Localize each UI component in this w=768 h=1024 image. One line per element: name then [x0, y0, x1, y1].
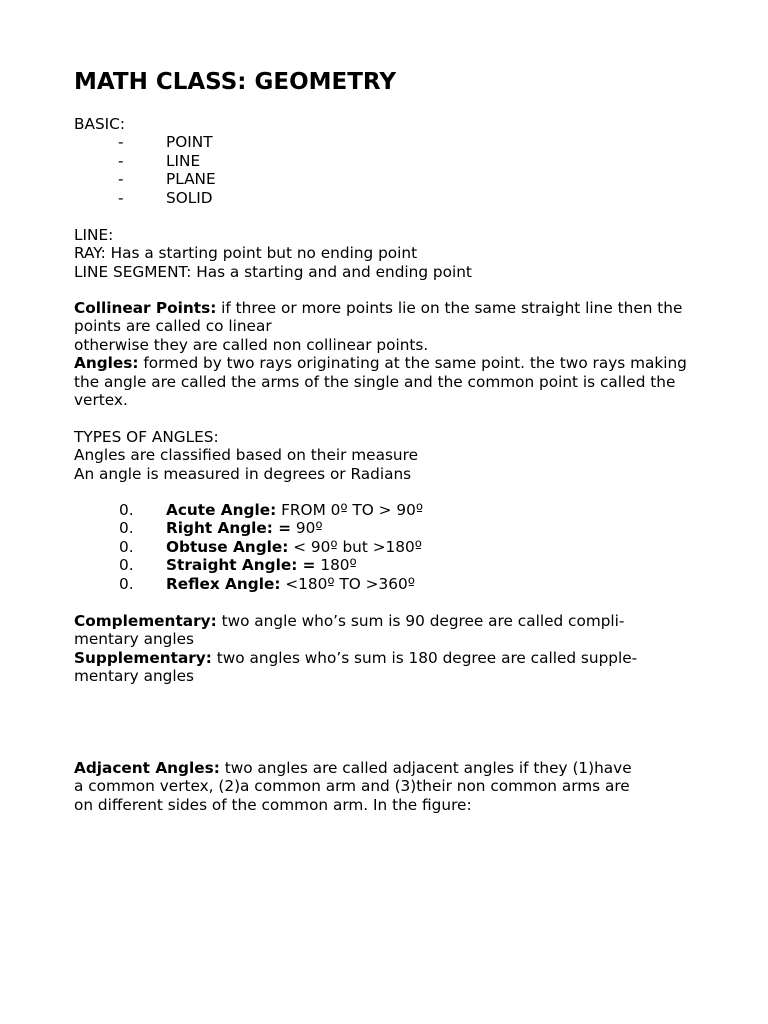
page-title: MATH CLASS: GEOMETRY — [74, 69, 397, 95]
collinear-text: if three or more points lie on the same straight line then the points are called co linear — [74, 299, 683, 336]
list-item-text: LINE — [166, 151, 201, 170]
adjacent-definition — [74, 759, 714, 777]
angles-definition — [74, 354, 714, 409]
list-number: 0. — [119, 537, 134, 556]
list-item-text — [166, 575, 415, 593]
adjacent-section — [74, 759, 714, 814]
list-item — [74, 133, 714, 151]
angle-term: Right Angle: = — [166, 519, 292, 538]
list-item — [74, 575, 714, 593]
angle-term: Acute Angle: — [166, 501, 277, 519]
supplementary-text-continued: mentary angles — [74, 667, 194, 686]
list-bullet: - — [118, 170, 124, 189]
types-line-1: Angles are classified based on their measure — [74, 446, 418, 465]
collinear-section — [74, 299, 714, 409]
line-heading: LINE: — [74, 226, 114, 244]
angle-range: <180º TO >360º — [280, 574, 415, 593]
list-item — [74, 538, 714, 556]
basic-section — [74, 115, 714, 207]
angle-range: FROM 0º TO > 90º — [276, 501, 424, 519]
list-item-text: POINT — [166, 133, 213, 152]
segment-definition: LINE SEGMENT: Has a starting and and ending point — [74, 262, 472, 281]
collinear-definition — [74, 299, 714, 336]
list-number: 0. — [119, 519, 134, 538]
angles-term: Angles: — [74, 354, 139, 373]
line-section — [74, 226, 714, 281]
list-item — [74, 170, 714, 188]
types-section — [74, 428, 714, 483]
supplementary-definition — [74, 649, 714, 667]
ray-definition: RAY: Has a starting point but no ending point — [74, 244, 418, 263]
angle-term: Straight Angle: = — [166, 556, 316, 575]
collinear-term: Collinear Points: — [74, 299, 217, 317]
list-item-text: SOLID — [166, 188, 213, 207]
list-number: 0. — [119, 501, 134, 519]
adjacent-text-line-2: a common vertex, (2)a common arm and (3)their non common arms are — [74, 777, 630, 796]
adjacent-text: two angles are called adjacent angles if they (1)have — [219, 759, 632, 777]
list-item-text — [166, 501, 423, 519]
angle-range: 90º — [291, 519, 323, 538]
list-item — [74, 189, 714, 207]
supplementary-term: Supplementary: — [74, 648, 212, 667]
list-item — [74, 519, 714, 537]
list-bullet: - — [118, 133, 124, 152]
list-item-text — [166, 538, 422, 556]
types-heading: TYPES OF ANGLES: — [74, 428, 219, 446]
complementary-section — [74, 612, 714, 686]
complementary-definition — [74, 612, 714, 630]
list-item-text — [166, 556, 357, 574]
list-item-text: PLANE — [166, 170, 216, 189]
complementary-text-continued: mentary angles — [74, 630, 194, 649]
complementary-term: Complementary: — [74, 612, 217, 630]
list-item — [74, 501, 714, 519]
collinear-text-continued: otherwise they are called non collinear points. — [74, 335, 429, 354]
adjacent-text-line-3: on different sides of the common arm. In the figure: — [74, 795, 472, 814]
angle-range: 180º — [315, 556, 357, 575]
list-item-text — [166, 519, 323, 537]
angles-text: formed by two rays originating at the same point. the two rays making the angle are called the arms of the single and the common point is called the vertex. — [74, 354, 687, 410]
list-bullet: - — [118, 188, 124, 207]
adjacent-term: Adjacent Angles: — [74, 759, 220, 777]
list-number: 0. — [119, 574, 134, 593]
list-number: 0. — [119, 556, 134, 575]
list-item — [74, 556, 714, 574]
angle-range: < 90º but >180º — [288, 537, 422, 556]
angle-types-list — [74, 501, 714, 593]
list-bullet: - — [118, 151, 124, 170]
angle-term: Reflex Angle: — [166, 574, 281, 593]
complementary-text: two angle who’s sum is 90 degree are called compli- — [216, 612, 625, 630]
supplementary-text: two angles who’s sum is 180 degree are called supple- — [211, 648, 638, 667]
list-item — [74, 152, 714, 170]
types-line-2: An angle is measured in degrees or Radians — [74, 464, 412, 483]
basic-heading: BASIC: — [74, 115, 126, 133]
angle-term: Obtuse Angle: — [166, 537, 289, 556]
